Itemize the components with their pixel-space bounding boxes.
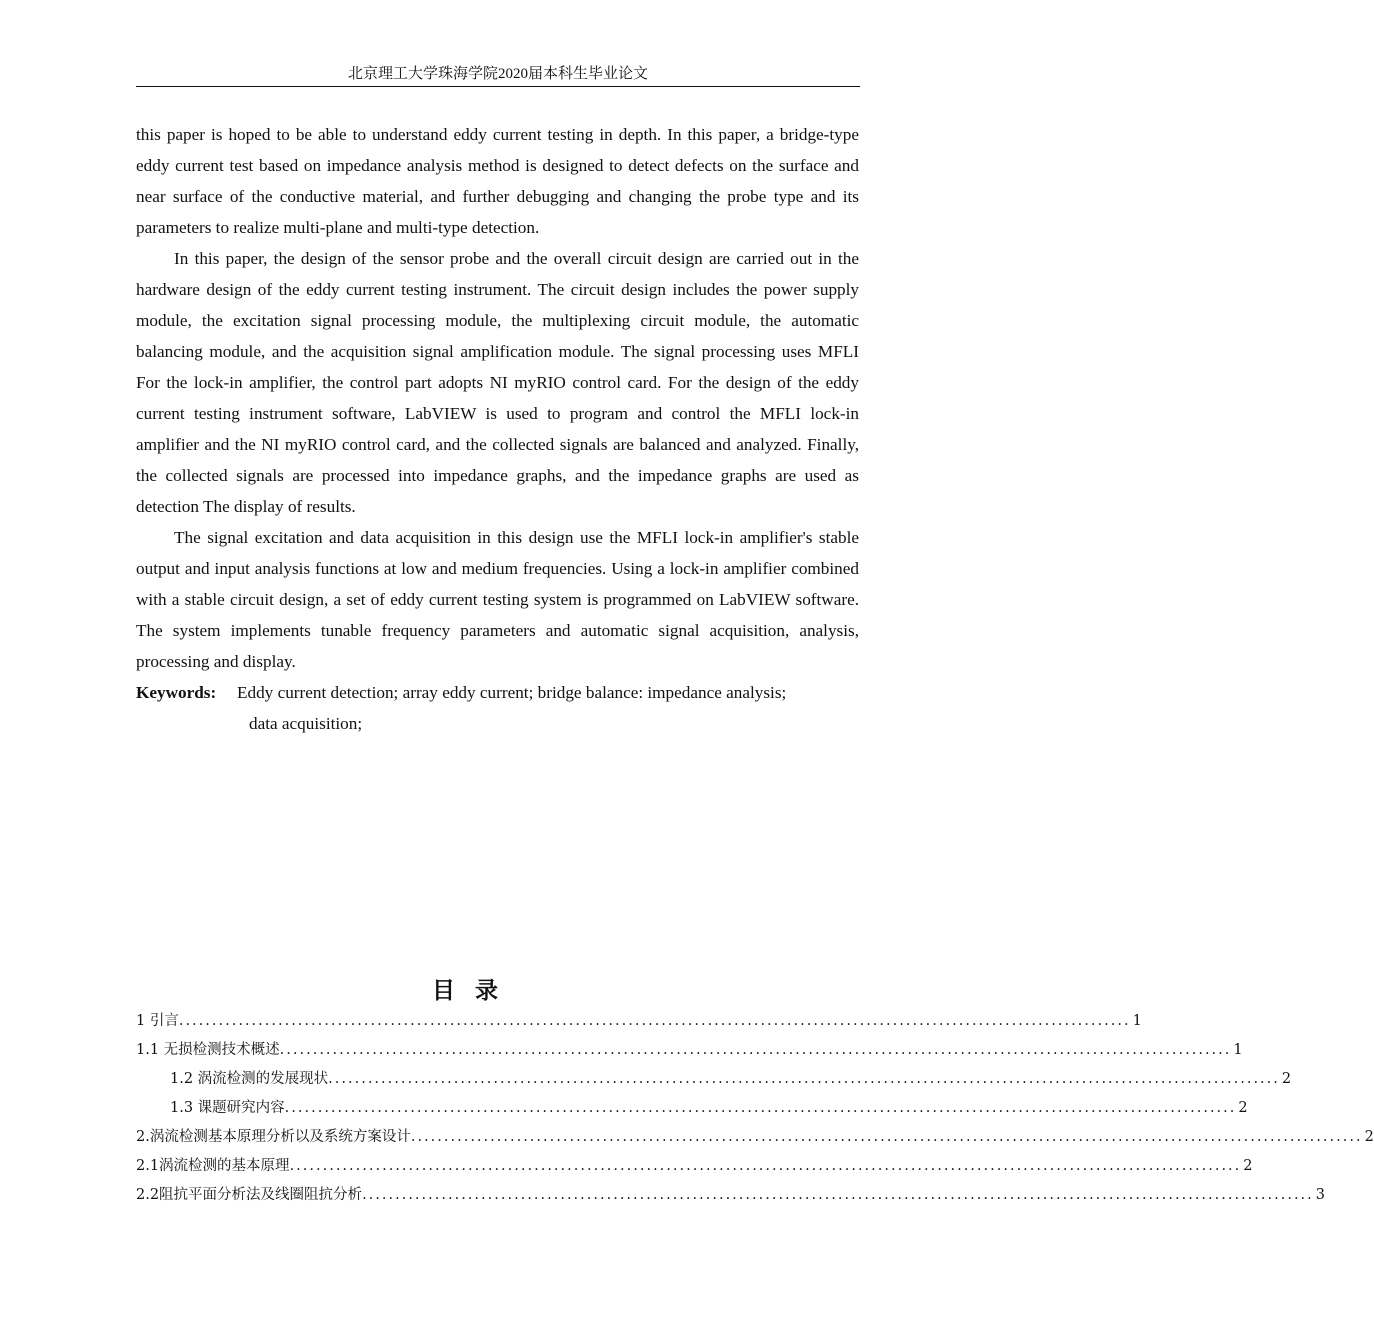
toc-entry-label: 2.1涡流检测的基本原理	[136, 1158, 290, 1174]
toc-entry-page: 2	[1243, 1158, 1253, 1174]
table-of-contents	[136, 1008, 1374, 1211]
paragraph: this paper is hoped to be able to understand eddy current testing in depth. In this paper, a bridge-type eddy current test based on impedance analysis method is designed to detect defects on the surface and near surface of the conductive material, and further debugging and changing the probe type and its parameters to realize multi-plane and multi-type detection.	[136, 125, 859, 237]
toc-entry[interactable]	[136, 1124, 1374, 1153]
keywords-line: Eddy current detection; array eddy current; bridge balance: impedance analysis;	[237, 683, 787, 702]
paragraph: The signal excitation and data acquisition in this design use the MFLI lock-in amplifier's stable output and input analysis functions at low and medium frequencies. Using a lock-in amplifier combined with a stable circuit design, a set of eddy current testing system is programmed on LabVIEW software. The system implements tunable frequency parameters and automatic signal acquisition, analysis, processing and display.	[136, 528, 859, 671]
abstract-body	[136, 119, 859, 677]
keywords-block	[136, 677, 859, 739]
toc-entry-label: 1.1 无损检测技术概述	[136, 1042, 280, 1058]
keywords-line: data acquisition;	[249, 714, 363, 733]
toc-leader-dots: ................................................................................................................................................	[289, 1158, 1242, 1174]
toc-entry-page: 2	[1364, 1129, 1374, 1145]
toc-entry[interactable]	[136, 1182, 1326, 1211]
page-header	[136, 64, 860, 87]
keywords-label: Keywords:	[136, 683, 217, 702]
toc-entry-label: 2.涡流检测基本原理分析以及系统方案设计	[136, 1129, 411, 1145]
toc-entry-label: 1.2 涡流检测的发展现状	[170, 1071, 329, 1087]
toc-entry-page: 1	[1132, 1013, 1142, 1029]
toc-leader-dots: ................................................................................................................................................	[178, 1013, 1131, 1029]
toc-entry[interactable]	[136, 1008, 1142, 1037]
toc-title: 目录	[432, 978, 518, 1004]
toc-leader-dots: ................................................................................................................................................	[362, 1187, 1314, 1203]
toc-entry[interactable]	[136, 1095, 1248, 1124]
toc-leader-dots: ................................................................................................................................................	[328, 1071, 1280, 1087]
toc-entry[interactable]	[136, 1153, 1253, 1182]
toc-entry[interactable]	[136, 1066, 1292, 1095]
toc-entry-page: 2	[1238, 1100, 1248, 1116]
toc-leader-dots: ................................................................................................................................................	[284, 1100, 1237, 1116]
toc-entry-page: 3	[1315, 1187, 1326, 1203]
toc-entry[interactable]	[136, 1037, 1243, 1066]
toc-entry-page: 2	[1281, 1071, 1292, 1087]
keywords-text	[237, 677, 859, 739]
toc-entry-label: 1.3 课题研究内容	[170, 1100, 285, 1116]
toc-leader-dots: ................................................................................................................................................	[410, 1129, 1363, 1145]
header-title: 北京理工大学珠海学院2020届本科生毕业论文	[347, 66, 648, 82]
toc-leader-dots: ................................................................................................................................................	[279, 1042, 1232, 1058]
paragraph: In this paper, the design of the sensor probe and the overall circuit design are carried out in the hardware design of the eddy current testing instrument. The circuit design includes the power supply module, the excitation signal processing module, the multiplexing circuit module, the automatic balancing module, and the acquisition signal amplification module. The signal processing uses MFLI For the lock-in amplifier, the control part adopts NI myRIO control card. For the design of the eddy current testing instrument software, LabVIEW is used to program and control the MFLI lock-in amplifier and the NI myRIO control card, and the collected signals are balanced and analyzed. Finally, the collected signals are processed into impedance graphs, and the impedance graphs are used as detection The display of results.	[136, 249, 859, 516]
toc-entry-page: 1	[1233, 1042, 1243, 1058]
toc-entry-label: 1 引言	[136, 1013, 179, 1029]
toc-entry-label: 2.2阻抗平面分析法及线圈阻抗分析	[136, 1187, 363, 1203]
